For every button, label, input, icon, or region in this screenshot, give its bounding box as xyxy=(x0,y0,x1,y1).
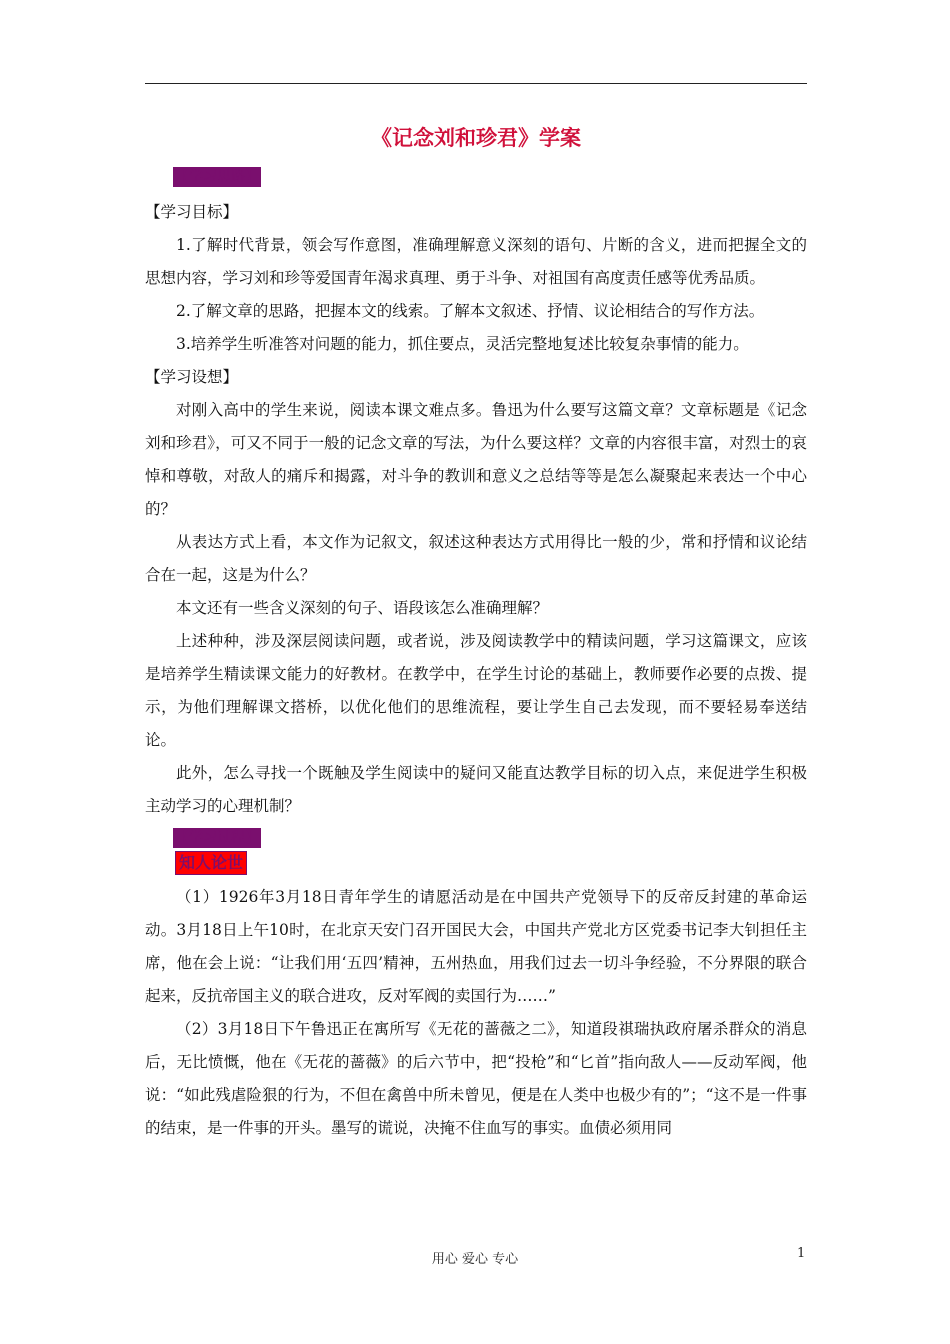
history-paragraph: （1）1926年3月18日青年学生的请愿活动是在中国共产党领导下的反帝反封建的革命运动。3月18日上午10时，在北京天安门召开国民大会，中国共产党北方区党委书记李大钊担任主席，他在会上说：“让我们用‘五四’精神，五州热血，用我们过去一切斗争经验，不分界限的联合起来，反抗帝国主义的联合进攻，反对军阀的卖国行为……” xyxy=(145,888,807,1005)
ideas-heading: 【学习设想】 xyxy=(145,368,239,386)
section-tag-learning-ideas xyxy=(145,166,807,188)
ideas-paragraph: 本文还有一些含义深刻的句子、语段该怎么准确理解？ xyxy=(176,599,549,617)
goal-item: 1.了解时代背景，领会写作意图，准确理解意义深刻的语句、片断的含义，进而把握全文的思想内容，学习刘和珍等爱国青年渴求真理、勇于斗争、对祖国有高度责任感等优秀品质。 xyxy=(145,236,807,287)
tag-label: 【学习思路】 xyxy=(175,169,259,185)
goals-heading: 【学习目标】 xyxy=(145,203,239,221)
header-rule xyxy=(145,83,807,84)
section-tag-learning-process xyxy=(145,827,807,849)
zhiren-lunshi-label: 知人论世 xyxy=(175,851,247,875)
zhiren-lunshi-box xyxy=(145,851,807,879)
ideas-paragraph: 此外，怎么寻找一个既触及学生阅读中的疑问又能直达教学目标的切入点，来促进学生积极主动学习的心理机制？ xyxy=(145,764,807,815)
ideas-paragraph: 上述种种，涉及深层阅读问题，或者说，涉及阅读教学中的精读问题，学习这篇课文，应该是培养学生精读课文能力的好教材。在教学中，在学生讨论的基础上，教师要作必要的点拨、提示，为他们理解课文搭桥，以优化他们的思维流程，要让学生自己去发现，而不要轻易奉送结论。 xyxy=(145,632,807,749)
goal-item: 2.了解文章的思路，把握本文的线索。了解本文叙述、抒情、议论相结合的写作方法。 xyxy=(176,302,765,320)
history-paragraph: （2）3月18日下午鲁迅正在寓所写《无花的蔷薇之二》，知道段祺瑞执政府屠杀群众的消息后，无比愤慨，他在《无花的蔷薇》的后六节中，把“投枪”和“匕首”指向敌人——反动军阀，他说：“如此残虐险狠的行为，不但在禽兽中所未曾见，便是在人类中也极少有的”；“这不是一件事的结束，是一件事的开头。墨写的谎说，决掩不住血写的事实。血债必须用同 xyxy=(145,1020,807,1137)
goal-item: 3.培养学生听准答对问题的能力，抓住要点，灵活完整地复述比较复杂事情的能力。 xyxy=(176,335,749,353)
page-title: 《记念刘和珍君》学案 xyxy=(371,126,581,150)
ideas-paragraph: 从表达方式上看，本文作为记叙文，叙述这种表达方式用得比一般的少，常和抒情和议论结合在一起，这是为什么？ xyxy=(145,533,807,584)
page-number: 1 xyxy=(797,1246,806,1261)
ideas-paragraph: 对刚入高中的学生来说，阅读本课文难点多。鲁迅为什么要写这篇文章？文章标题是《记念刘和珍君》，可又不同于一般的记念文章的写法，为什么要这样？文章的内容很丰富，对烈士的哀悼和尊敬，对敌人的痛斥和揭露，对斗争的教训和意义之总结等等是怎么凝聚起来表达一个中心的？ xyxy=(145,401,807,518)
page-footer: 用心 爱心 专心 xyxy=(431,1252,519,1267)
document-body xyxy=(145,120,807,1145)
tag-label: 【学习过程】 xyxy=(175,830,259,846)
